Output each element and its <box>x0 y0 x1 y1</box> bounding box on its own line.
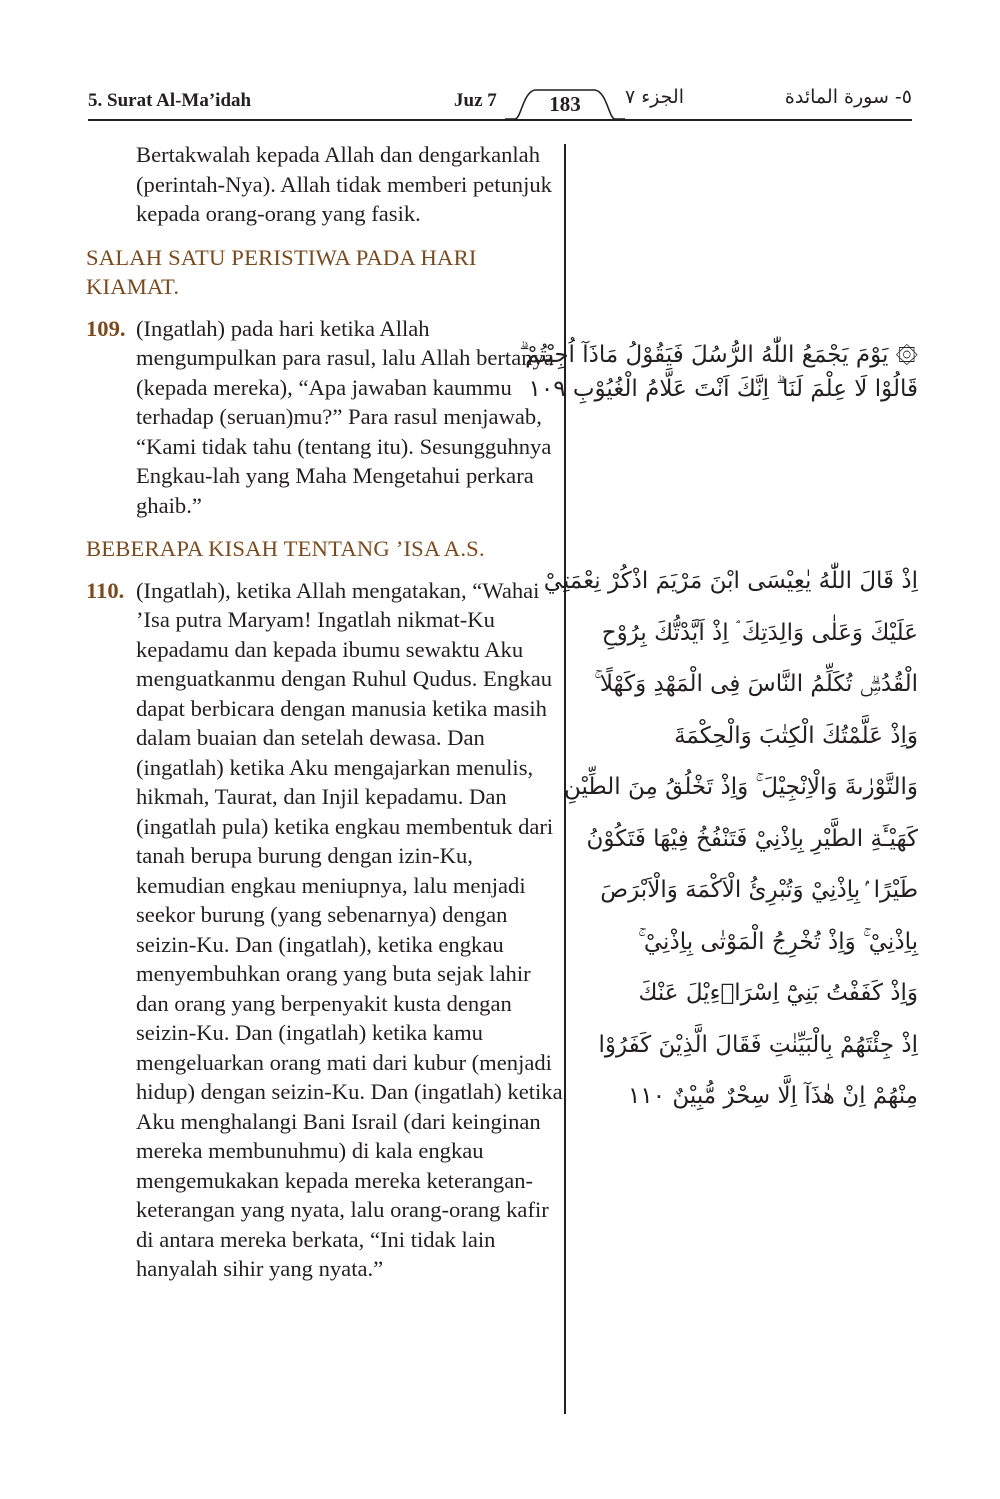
surah-title-arabic: ٥- سورة المائدة <box>784 86 912 108</box>
arabic-line: قَالُوْا لَا عِلْمَ لَنَا ۗ اِنَّكَ اَنْتَ عَلَّامُ الْغُيُوْبِ ١٠٩ <box>528 376 918 402</box>
verse-109 <box>86 314 564 521</box>
arabic-line: عَلَيْكَ وَعَلٰى وَالِدَتِكَ ۘ اِذْ اَيَّدْتُّكَ بِرُوْحِ <box>601 619 918 646</box>
arabic-line: طَيْرًا ۢبِاِذْنِيْ وَتُبْرِئُ الْاَكْمَهَ وَالْاَبْرَصَ <box>600 877 918 903</box>
arabic-line: اِذْ جِئْتَهُمْ بِالْبَيِّنٰتِ فَقَالَ الَّذِيْنَ كَفَرُوْا <box>598 1031 918 1058</box>
juz-label-latin: Juz 7 <box>454 90 497 111</box>
surah-title-latin: 5. Surat Al-Ma’idah <box>88 90 252 111</box>
translation-column <box>86 140 564 1298</box>
arabic-line: ۞ يَوْمَ يَجْمَعُ اللّٰهُ الرُّسُلَ فَيَقُوْلُ مَاذَآ اُجِبْتُمْ ۗ <box>519 342 918 368</box>
verse-110 <box>86 576 564 1284</box>
arabic-line: الْقُدُسِۗ تُكَلِّمُ النَّاسَ فِى الْمَهْدِ وَكَهْلًا ۚ <box>594 671 918 697</box>
arabic-line: اِذْ قَالَ اللّٰهُ يٰعِيْسَى ابْنَ مَرْيَمَ اذْكُرْ نِعْمَتِيْ <box>543 568 918 594</box>
arabic-line: وَاِذْ كَفَفْتُ بَنِيْٓ اِسْرَاۤءِيْلَ عَنْكَ <box>638 980 918 1006</box>
juz-label-arabic: الجزء ٧ <box>624 86 684 108</box>
section-heading: BEBERAPA KISAH TENTANG ’ISA A.S. <box>86 536 485 561</box>
verse-text: (Ingatlah) pada hari ketika Allah mengumpulkan para rasul, lalu Allah bertanya (kepada mereka), “Apa jawaban kaummu terhadap (seruan)mu?” Para rasul menjawab, “Kami tidak tahu (tentang itu). Sesungguhnya Engkau-lah yang Maha Mengetahui perkara ghaib.” <box>136 315 554 518</box>
page-number: 183 <box>549 92 581 116</box>
arabic-line: بِاِذْنِيْ ۚ وَاِذْ تُخْرِجُ الْمَوْتٰى بِاِذْنِيْ ۚ <box>638 928 918 955</box>
arabic-line: وَاِذْ عَلَّمْتُكَ الْكِتٰبَ وَالْحِكْمَةَ <box>674 722 918 749</box>
verse-text: (Ingatlah), ketika Allah mengatakan, “Wahai ’Isa putra Maryam! Ingatlah nikmat-Ku kepadamu dan kepada ibumu sewaktu Aku menguatkanmu dengan Ruhul Qudus. Engkau dapat berbicara dengan manusia ketika masih dalam buaian dan setelah dewasa. Dan (ingatlah) ketika Aku mengajarkan menulis, hikmah, Taurat, dan Injil kepadamu. Dan (ingatlah pula) ketika engkau membentuk dari tanah berupa burung dengan izin-Ku, kemudian engkau meniupnya, lalu menjadi seekor burung (yang sebenarnya) dengan seizin-Ku. Dan (ingatlah), ketika engkau menyembuhkan orang yang buta sejak lahir dan orang yang berpenyakit kusta dengan seizin-Ku. Dan (ingatlah) ketika kamu mengeluarkan orang mati dari kubur (menjadi hidup) dengan seizin-Ku. Dan (ingatlah) ketika Aku menghalangi Bani Israil (dari keinginan mereka membunuhmu) di kala engkau mengemukakan kepada mereka keterangan-keterangan yang nyata, lalu orang-orang kafir di antara mereka berkata, “Ini tidak lain hanyalah sihir yang nyata.” <box>136 577 563 1281</box>
intro-paragraph: Bertakwalah kepada Allah dan dengarkanlah (perintah-Nya). Allah tidak memberi petunjuk kepada orang-orang yang fasik. <box>136 142 552 226</box>
arabic-line: مِنْهُمْ اِنْ هٰذَآ اِلَّا سِحْرٌ مُّبِيْنٌ ١١٠ <box>628 1083 918 1109</box>
arabic-line: وَالتَّوْرٰىةَ وَالْاِنْجِيْلَ ۚ وَاِذْ تَخْلُقُ مِنَ الطِّيْنِ <box>563 774 918 800</box>
arabic-line: كَهَيْـَٔةِ الطَّيْرِ بِاِذْنِيْ فَتَنْفُخُ فِيْهَا فَتَكُوْنُ <box>586 825 918 852</box>
verse-number: 110. <box>86 577 125 603</box>
arabic-column <box>519 338 918 1123</box>
header-rule <box>88 119 912 121</box>
verse-number: 109. <box>86 315 126 341</box>
section-heading: SALAH SATU PERISTIWA PADA HARI KIAMAT. <box>86 244 477 299</box>
